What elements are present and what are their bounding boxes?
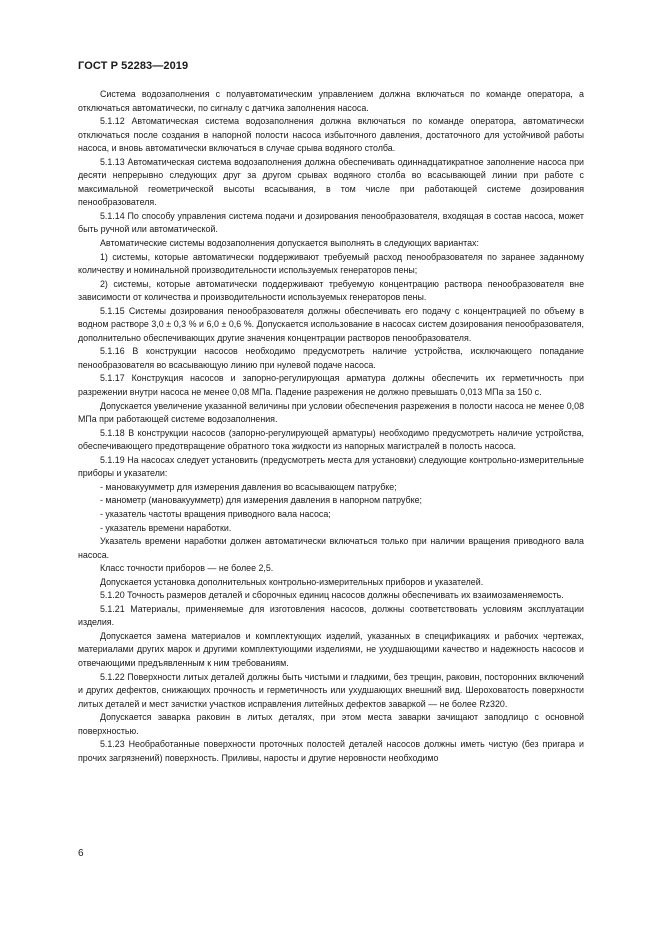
document-body (78, 88, 584, 765)
paragraph-5-1-22: 5.1.22 Поверхности литых деталей должны быть чистыми и гладкими, без трещин, раковин, посторонних включений и других дефектов, снижающих прочность и герметичность или ухудшающих внешний вид. Шероховатость поверхности литых деталей и мест зачистки участков исправления литейных дефектов заваркой — не более Rz320. (78, 671, 584, 709)
list-item: - мановакуумметр для измерения давления во всасывающем патрубке; (100, 481, 397, 492)
paragraph-5-1-13: 5.1.13 Автоматическая система водозаполнения должна обеспечивать одиннадцатикратное заполнение насоса при десяти непрерывно следующих друг за другом срывах водяного столба во всасывающей линии при работе с максимальной геометрической высоты всасывания, в том числе при работающей системе дозирования пенообразователя. (78, 156, 584, 208)
paragraph: Автоматические системы водозаполнения допускается выполнять в следующих вариантах: (100, 238, 479, 249)
paragraph: Класс точности приборов — не более 2,5. (100, 563, 274, 574)
paragraph: Допускается замена материалов и комплектующих изделий, указанных в спецификациях и рабочих чертежах, материалами других марок и другими комплектующими изделиями, не ухудшающими качество и надежность насосов и отвечающими предъявленным к ним требованиям. (78, 630, 584, 668)
paragraph-5-1-16: 5.1.16 В конструкции насосов необходимо предусмотреть наличие устройства, исключающего попадание пенообразователя во всасывающую линию при нулевой подаче насоса. (78, 346, 584, 370)
paragraph: Допускается установка дополнительных контрольно-измерительных приборов и указателей. (100, 576, 484, 587)
list-item: - манометр (мановакуумметр) для измерения давления в напорном патрубке; (100, 495, 423, 506)
list-item: - указатель времени наработки. (100, 522, 232, 533)
paragraph: Допускается заварка раковин в литых деталях, при этом места заварки зачищают заподлицо с основной поверхностью. (78, 712, 584, 736)
paragraph-5-1-23: 5.1.23 Необработанные поверхности проточных полостей деталей насосов должны иметь чистую (без пригара и прочих загрязнений) поверхность. Приливы, наросты и другие неровности необходимо (78, 739, 584, 763)
list-item: 2) системы, которые автоматически поддерживают требуемую концентрацию раствора пенообразователя вне зависимости от количества и производительности используемых генераторов пены. (78, 278, 584, 303)
paragraph-5-1-14: 5.1.14 По способу управления система подачи и дозирования пенообразователя, входящая в состав насоса, может быть ручной или автоматической. (78, 210, 584, 235)
list-item: - указатель частоты вращения приводного вала насоса; (100, 508, 331, 519)
paragraph-5-1-12: 5.1.12 Автоматическая система водозаполнения должна включаться по команде оператора, автоматически отключаться после создания в напорной полости насоса избыточного давления, достаточного для устойчивой работы насоса, и вновь автоматически включаться в случае срыва водяного столба. (78, 116, 584, 154)
paragraph-5-1-17: 5.1.17 Конструкция насосов и запорно-регулирующая арматура должны обеспечить их герметичность при разрежении внутри насоса не менее 0,08 МПа. Падение разрежения не должно превышать 0,013 МПа за 150 с. (78, 373, 584, 398)
paragraph-5-1-19: 5.1.19 На насосах следует установить (предусмотреть места для установки) следующие контрольно-измерительные приборы и указатели: (78, 454, 584, 479)
paragraph: Система водозаполнения с полуавтоматическим управлением должна включаться по команде оператора, а отключаться автоматически, по сигналу с датчика заполнения насоса. (78, 89, 584, 113)
paragraph: Указатель времени наработки должен автоматически включаться только при наличии вращения приводного вала насоса. (78, 536, 584, 560)
paragraph-5-1-21: 5.1.21 Материалы, применяемые для изготовления насосов, должны соответствовать условиям эксплуатации изделия. (78, 603, 584, 628)
document-header: ГОСТ Р 52283—2019 (78, 60, 189, 72)
paragraph-5-1-15: 5.1.15 Системы дозирования пенообразователя должны обеспечивать его подачу с концентрацией по объему в водном растворе 3,0 ± 0,3 % и 6,0 ± 0,6 %. Допускается использование в насосах систем дозирования пенообразователя, дополнительно обеспечивающих другие значения концентрации растворов пенообразователя. (78, 305, 584, 343)
page-number: 6 (78, 848, 84, 859)
paragraph-5-1-20: 5.1.20 Точность размеров деталей и сборочных единиц насосов должны обеспечивать их взаимозаменяемость. (100, 590, 564, 601)
paragraph-5-1-18: 5.1.18 В конструкции насосов (запорно-регулирующей арматуры) необходимо предусмотреть наличие устройства, обеспечивающего предотвращение обратного тока жидкости из напорных магистралей в полость насоса. (78, 427, 584, 452)
list-item: 1) системы, которые автоматически поддерживают требуемый расход пенообразователя по заранее заданному количеству и номинальной производительности используемых генераторов пены; (78, 251, 584, 276)
paragraph: Допускается увеличение указанной величины при условии обеспечения разрежения в полости насоса не менее 0,08 МПа при работающей системе водозаполнения. (78, 400, 585, 425)
